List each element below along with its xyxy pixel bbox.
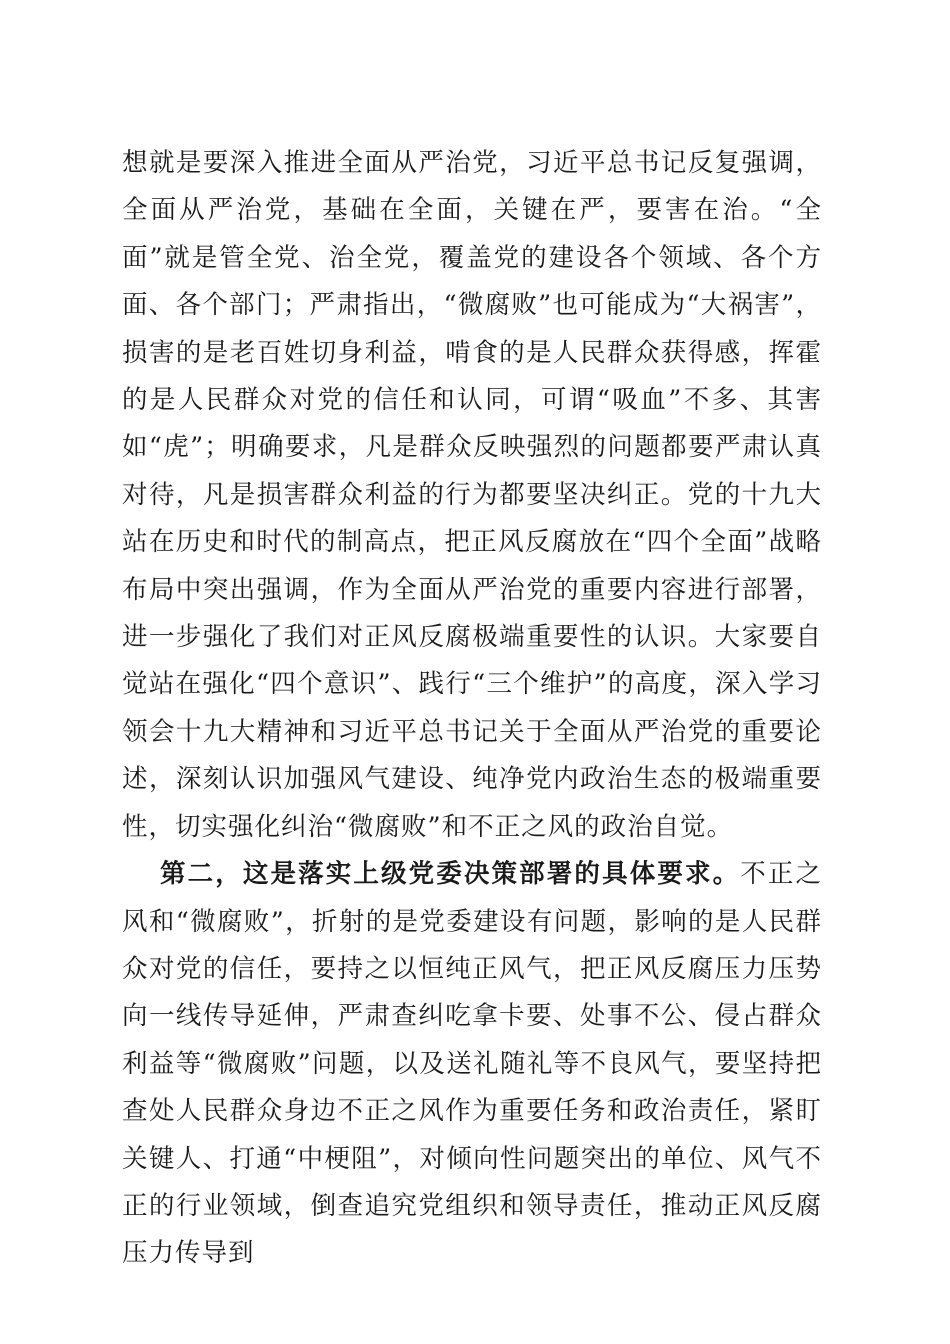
paragraph-lead-heading: 第二，这是落实上级党委决策部署的具体要求。 [160,859,741,890]
paragraph-continuation: 想就是要深入推进全面从严治党，习近平总书记反复强调，全面从严治党，基础在全面，关键在严，要害在治。“全面”就是管全党、治全党，覆盖党的建设各个领域、各个方面、各个部门；严肃指出，“微腐败”也可能成为“大祸害”，损害的是老百姓切身利益，啃食的是人民群众获得感，挥霍的是人民群众对党的信任和认同，可谓“吸血”不多、其害如“虎”；明确要求，凡是群众反映强烈的问题都要严肃认真对待，凡是损害群众利益的行为都要坚决纠正。党的十九大站在历史和时代的制高点，把正风反腐放在“四个全面”战略布局中突出强调，作为全面从严治党的重要内容进行部署，进一步强化了我们对正风反腐极端重要性的认识。大家要自觉站在强化“四个意识”、践行“三个维护”的高度，深入学习领会十九大精神和习近平总书记关于全面从严治党的重要论述，深刻认识加强风气建设、纯净党内政治生态的极端重要性，切实强化纠治“微腐败”和不正之风的政治自觉。 [122,148,822,842]
paragraph-body: 不正之风和“微腐败”，折射的是党委建设有问题，影响的是人民群众对党的信任，要持之以恒纯正风气，把正风反腐压力压势向一线传导延伸，严肃查纠吃拿卡要、处事不公、侵占群众利益等“微腐败”问题，以及送礼随礼等不良风气，要坚持把查处人民群众身边不正之风作为重要任务和政治责任，紧盯关键人、打通“中梗阻”，对倾向性问题突出的单位、风气不正的行业领域，倒查追究党组织和领导责任，推动正风反腐压力传导到 [122,859,822,1269]
body-text [122,140,822,1278]
paragraph-second-point [122,851,822,1278]
